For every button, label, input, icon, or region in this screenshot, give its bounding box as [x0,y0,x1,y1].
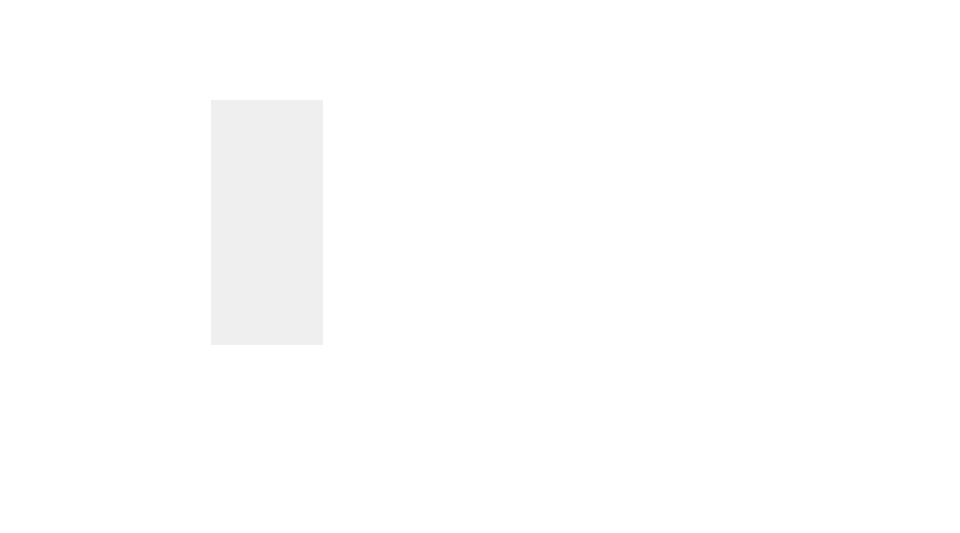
page-header [46,72,52,86]
warning-callout-panel [211,100,323,345]
